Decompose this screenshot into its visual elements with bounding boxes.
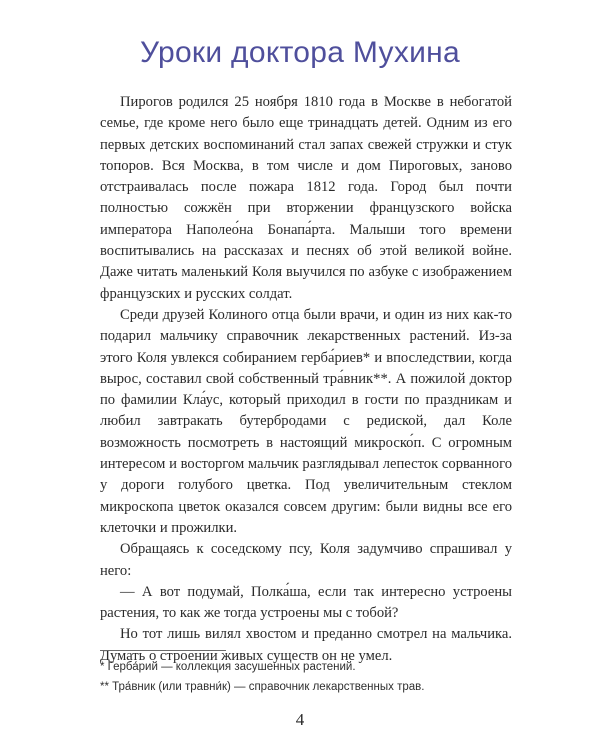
dialogue-line: — А вот подумай, Полка́ша, если так интересно устроены растения, то как же тогда устроены мы с тобой? [100,583,512,622]
paragraph: Среди друзей Колиного отца были врачи, и один из них как-то подарил мальчику справочник лекарственных растений. Из-за этого Коля увлекся собиранием герба́риев* и впоследствии, когда вырос, составил свой собственный тра́вник**. А пожилой доктор по фамилии Кла́ус, который приходил в гости по праздникам и любил завтракать бутербродами с редиской, дал Коле возможность посмотреть в настоящий микроско́п. С огромным интересом и восторгом мальчик разглядывал лепесток сорванного у дороги голубого цветка. Под увеличительным стеклом микроскопа цветок оказался совсем другим: были видны все его клеточки и прожилки. [100,306,512,536]
paragraph: Пирогов родился 25 ноября 1810 года в Москве в небогатой семье, где кроме него было еще тринадцать детей. Одним из его первых детских воспоминаний стал запах свежей стружки и стук топоров. Вся Москва, в том числе и дом Пироговых, заново отстраивалась после пожара 1812 года. Город был почти полностью сожжён при вторжении французского войска императора Наполео́на Бонапа́рта. Малыши того времени воспитывались на рассказах и песнях об этой великой войне. Даже читать маленький Коля выучился по азбуке с изображением французских и русских солдат. [100,94,512,302]
page-number: 4 [295,710,305,729]
footnote-herbarium: * Герба́рий — коллекция засушенных растений. [100,661,356,673]
footnote-travnik: ** Тра́вник (или травни́к) — справочник лекарственных трав. [100,681,425,693]
footnotes [100,657,512,697]
footnote-divider [100,650,226,651]
chapter-title: Уроки доктора Мухина [139,36,461,69]
body-text [100,92,512,667]
paragraph: Обращаясь к соседскому псу, Коля задумчиво спрашивал у него: [100,541,512,579]
paragraph: Но тот лишь вилял хвостом и преданно смотрел на мальчика. Думать о строении живых существ он не умел. [100,626,512,664]
